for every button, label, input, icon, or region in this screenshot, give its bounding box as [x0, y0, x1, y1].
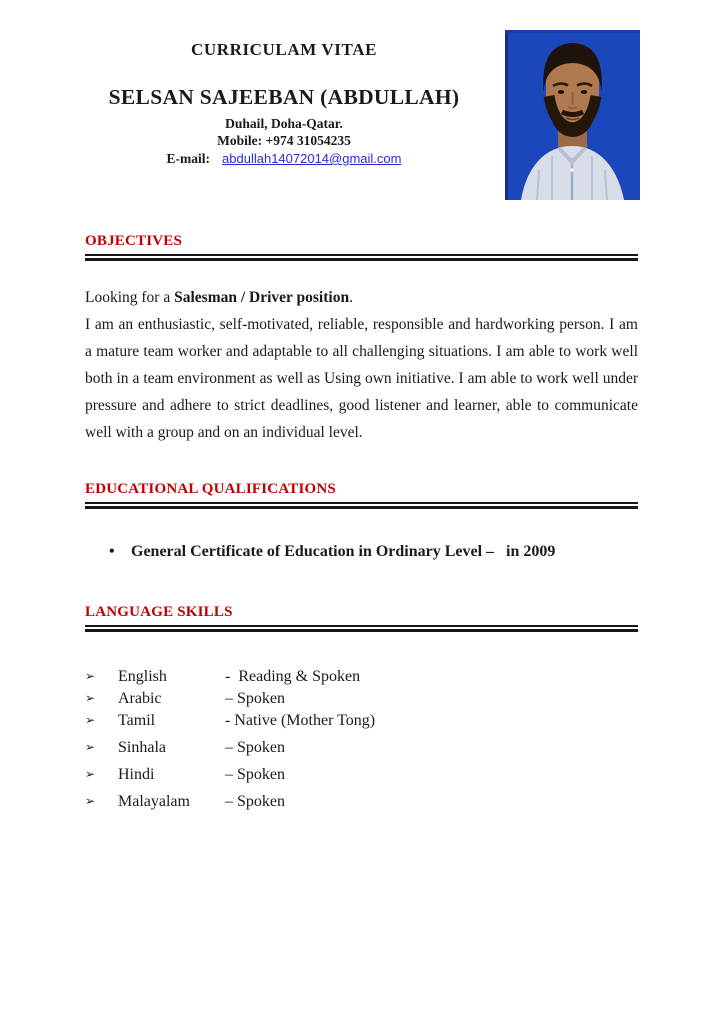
education-rule: [85, 502, 638, 509]
arrow-bullet-icon: ➢: [85, 794, 96, 808]
language-level: – Spoken: [225, 739, 285, 756]
mobile-label: Mobile:: [217, 133, 263, 148]
language-name: Malayalam: [118, 793, 190, 810]
languages-rule: [85, 625, 638, 632]
education-item: [85, 541, 638, 563]
section-education: [85, 480, 638, 563]
language-level: – Spoken: [225, 690, 285, 707]
language-row-hindi: [85, 764, 638, 786]
language-row-malayalam: [85, 791, 638, 813]
page-title: CURRICULAM VITAE: [190, 40, 378, 59]
language-name: Arabic: [118, 690, 162, 707]
language-row-tamil: [85, 710, 638, 732]
lead-prefix: Looking for a: [85, 289, 175, 306]
language-row-sinhala: [85, 737, 638, 759]
language-name: Tamil: [118, 712, 156, 729]
education-item-text: General Certificate of Education in Ordinary Level – in 2009: [131, 543, 556, 560]
section-objectives: [85, 232, 638, 446]
education-heading: EDUCATIONAL QUALIFICATIONS: [85, 481, 336, 497]
language-level: – Spoken: [225, 766, 285, 783]
language-level: - Reading & Spoken: [225, 668, 361, 685]
arrow-bullet-icon: ➢: [85, 669, 96, 683]
cv-header: [85, 40, 483, 168]
candidate-name: SELSAN SAJEEBAN (ABDULLAH): [108, 85, 460, 109]
language-row-arabic: [85, 688, 638, 710]
language-name: Hindi: [118, 766, 155, 783]
candidate-email-row: [85, 150, 483, 168]
language-level: - Native (Mother Tong): [225, 712, 376, 729]
mobile-value: +974 31054235: [265, 133, 351, 148]
email-label: E-mail:: [166, 151, 211, 166]
email-link[interactable]: abdullah14072014@gmail.com: [222, 151, 402, 166]
objectives-heading: OBJECTIVES: [85, 233, 183, 249]
language-level: – Spoken: [225, 793, 285, 810]
portrait-photo-graphic: [505, 30, 640, 200]
candidate-mobile: [85, 132, 483, 149]
language-name: Sinhala: [118, 739, 166, 756]
lead-suffix: .: [349, 289, 353, 306]
portrait-photo: [505, 30, 640, 200]
arrow-bullet-icon: ➢: [85, 767, 96, 781]
language-row-english: [85, 666, 638, 688]
objectives-paragraph: I am an enthusiastic, self-motivated, reliable, responsible and hardworking person. I am a mature team worker and adaptable to all challenging situations. I am able to work well both in a team environment as well as Using own initiative. I am able to work well under pressure and adhere to strict deadlines, good listener and learner, able to communicate well with a group and on an individual level.: [85, 316, 638, 441]
language-list: [85, 666, 638, 813]
candidate-address: Duhail, Doha-Qatar.: [225, 116, 343, 131]
languages-heading: LANGUAGE SKILLS: [85, 604, 233, 620]
language-name: English: [118, 668, 167, 685]
cv-body: [85, 232, 638, 813]
lead-position: Salesman / Driver position: [174, 289, 350, 306]
dot-bullet-icon: •: [109, 543, 115, 560]
arrow-bullet-icon: ➢: [85, 740, 96, 754]
arrow-bullet-icon: ➢: [85, 713, 96, 727]
arrow-bullet-icon: ➢: [85, 691, 96, 705]
objectives-lead: [85, 284, 638, 311]
objectives-rule: [85, 254, 638, 261]
section-languages: [85, 603, 638, 813]
